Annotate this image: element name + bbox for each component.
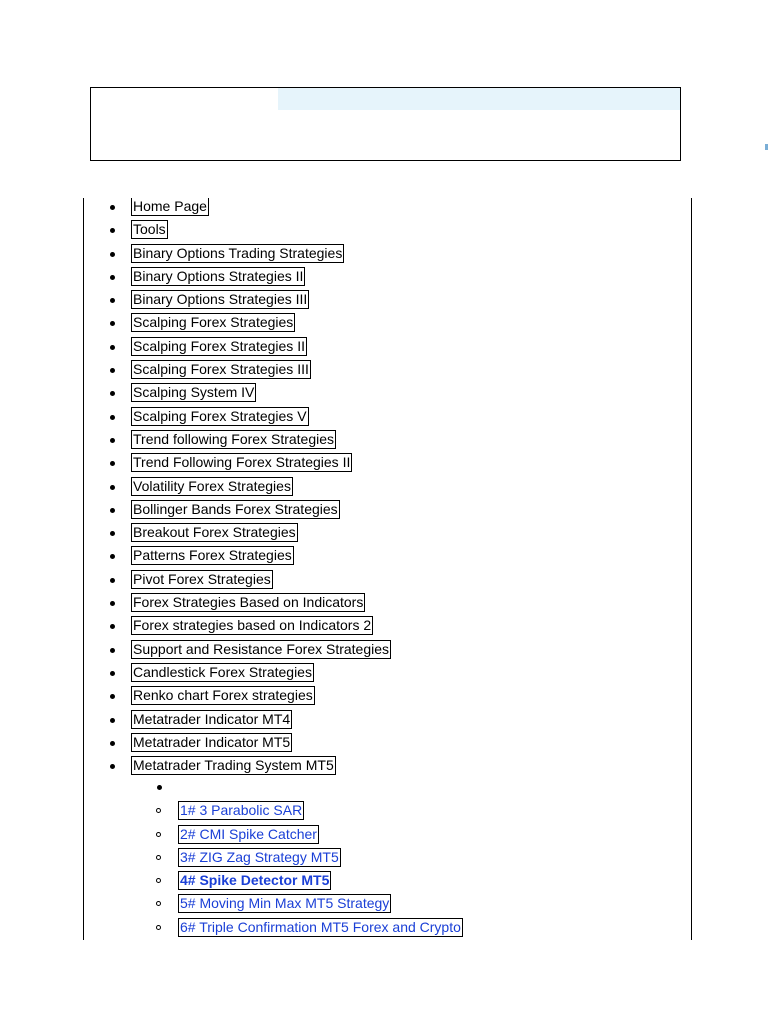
bullet-icon <box>110 298 115 303</box>
circle-bullet-icon <box>156 808 161 813</box>
nav-item-renko-chart-forex-strategies <box>84 684 691 707</box>
bullet-icon <box>110 648 115 653</box>
bullet-icon <box>110 764 115 769</box>
nav-link-pivot-forex-strategies[interactable]: Pivot Forex Strategies <box>133 570 271 587</box>
main-nav-list <box>84 198 691 777</box>
nav-item-forex-strategies-based-on-indicators <box>84 591 691 614</box>
bullet-icon <box>157 785 162 790</box>
nav-item-forex-strategies-based-on-indicators-2 <box>84 614 691 637</box>
nav-item-support-and-resistance-forex-strategies <box>84 638 691 661</box>
nav-link-metatrader-indicator-mt4[interactable]: Metatrader Indicator MT4 <box>133 710 291 727</box>
bullet-icon <box>110 275 115 280</box>
nav-link-scalping-forex-strategies-v[interactable]: Scalping Forex Strategies V <box>133 407 307 424</box>
submenu-item <box>84 823 691 846</box>
nav-item-home-page <box>84 198 691 218</box>
circle-bullet-icon <box>156 855 161 860</box>
nav-item-binary-options-strategies-iii <box>84 288 691 311</box>
nav-link-forex-strategies-based-on-indicators[interactable]: Forex Strategies Based on Indicators <box>133 594 364 611</box>
submenu-link-parabolic-sar[interactable]: 1# 3 Parabolic SAR <box>180 802 303 819</box>
submenu-item <box>84 799 691 822</box>
nav-item-metatrader-indicator-mt4 <box>84 708 691 731</box>
nav-link-volatility-forex-strategies[interactable]: Volatility Forex Strategies <box>133 477 291 494</box>
submenu-link-moving-min-max[interactable]: 5# Moving Min Max MT5 Strategy <box>180 895 390 912</box>
submenu-item <box>84 869 691 892</box>
bullet-icon <box>110 228 115 233</box>
nav-link-candlestick-forex-strategies[interactable]: Candlestick Forex Strategies <box>133 663 312 680</box>
nav-link-bollinger-bands-forex-strategies[interactable]: Bollinger Bands Forex Strategies <box>133 500 338 517</box>
bullet-icon <box>110 671 115 676</box>
submenu-link-zig-zag-strategy[interactable]: 3# ZIG Zag Strategy MT5 <box>180 848 339 865</box>
nav-link-patterns-forex-strategies[interactable]: Patterns Forex Strategies <box>133 547 292 564</box>
nav-item-binary-options-strategies-ii <box>84 265 691 288</box>
nav-link-binary-options-trading-strategies[interactable]: Binary Options Trading Strategies <box>133 244 343 261</box>
nav-item-patterns-forex-strategies <box>84 544 691 567</box>
header-banner-strip <box>278 88 680 110</box>
nav-link-metatrader-indicator-mt5[interactable]: Metatrader Indicator MT5 <box>133 733 291 750</box>
nav-link-scalping-forex-strategies-ii[interactable]: Scalping Forex Strategies II <box>133 337 305 354</box>
nav-link-scalping-forex-strategies[interactable]: Scalping Forex Strategies <box>133 314 294 331</box>
nav-link-renko-chart-forex-strategies[interactable]: Renko chart Forex strategies <box>133 687 313 704</box>
nav-link-binary-options-strategies-ii[interactable]: Binary Options Strategies II <box>133 267 304 284</box>
nav-item-binary-options-trading-strategies <box>84 242 691 265</box>
nav-item-trend-following-forex-strategies <box>84 428 691 451</box>
circle-bullet-icon <box>156 925 161 930</box>
bullet-icon <box>110 321 115 326</box>
nav-item-scalping-forex-strategies-v <box>84 405 691 428</box>
nav-item-breakout-forex-strategies <box>84 521 691 544</box>
submenu-link-spike-detector[interactable]: 4# Spike Detector MT5 <box>180 872 330 889</box>
bullet-icon <box>110 485 115 490</box>
nav-link-tools[interactable]: Tools <box>133 221 166 238</box>
nav-item-bollinger-bands-forex-strategies <box>84 498 691 521</box>
bullet-icon <box>110 578 115 583</box>
circle-bullet-icon <box>156 832 161 837</box>
nav-item-pivot-forex-strategies <box>84 568 691 591</box>
nav-link-scalping-system-iv[interactable]: Scalping System IV <box>133 384 255 401</box>
bullet-icon <box>110 438 115 443</box>
submenu-item <box>84 846 691 869</box>
submenu-item <box>84 916 691 939</box>
circle-bullet-icon <box>156 901 161 906</box>
header-banner <box>90 87 681 161</box>
submenu-list <box>84 776 691 939</box>
nav-link-trend-following-forex-strategies[interactable]: Trend following Forex Strategies <box>133 430 335 447</box>
bullet-icon <box>110 368 115 373</box>
nav-link-trend-following-forex-strategies-ii[interactable]: Trend Following Forex Strategies II <box>133 454 351 471</box>
nav-item-tools <box>84 218 691 241</box>
submenu-empty-item <box>84 776 691 799</box>
nav-item-metatrader-trading-system-mt5 <box>84 754 691 777</box>
bullet-icon <box>110 508 115 513</box>
circle-bullet-icon <box>156 878 161 883</box>
nav-item-volatility-forex-strategies <box>84 475 691 498</box>
bullet-icon <box>110 601 115 606</box>
bullet-icon <box>110 531 115 536</box>
nav-item-scalping-forex-strategies-iii <box>84 358 691 381</box>
nav-link-breakout-forex-strategies[interactable]: Breakout Forex Strategies <box>133 524 296 541</box>
bullet-icon <box>110 554 115 559</box>
bullet-icon <box>110 345 115 350</box>
bullet-icon <box>110 205 115 210</box>
bullet-icon <box>110 624 115 629</box>
bullet-icon <box>110 694 115 699</box>
nav-link-scalping-forex-strategies-iii[interactable]: Scalping Forex Strategies III <box>133 361 309 378</box>
nav-item-scalping-system-iv <box>84 381 691 404</box>
submenu-link-triple-confirmation[interactable]: 6# Triple Confirmation MT5 Forex and Crypto <box>180 918 461 935</box>
nav-item-scalping-forex-strategies <box>84 311 691 334</box>
nav-item-metatrader-indicator-mt5 <box>84 731 691 754</box>
nav-link-support-and-resistance-forex-strategies[interactable]: Support and Resistance Forex Strategies <box>133 640 390 657</box>
nav-item-trend-following-forex-strategies-ii <box>84 451 691 474</box>
bullet-icon <box>110 718 115 723</box>
submenu-link-cmi-spike-catcher[interactable]: 2# CMI Spike Catcher <box>180 825 317 842</box>
nav-item-candlestick-forex-strategies <box>84 661 691 684</box>
submenu-item <box>84 892 691 915</box>
nav-link-forex-strategies-based-on-indicators-2[interactable]: Forex strategies based on Indicators 2 <box>133 617 372 634</box>
nav-link-binary-options-strategies-iii[interactable]: Binary Options Strategies III <box>133 291 308 308</box>
bullet-icon <box>110 741 115 746</box>
bullet-icon <box>110 461 115 466</box>
nav-link-metatrader-trading-system-mt5[interactable]: Metatrader Trading System MT5 <box>133 757 334 774</box>
navigation-panel <box>83 198 692 940</box>
nav-link-home-page[interactable]: Home Page <box>133 198 207 214</box>
bullet-icon <box>110 415 115 420</box>
bullet-icon <box>110 391 115 396</box>
nav-item-scalping-forex-strategies-ii <box>84 335 691 358</box>
bullet-icon <box>110 252 115 257</box>
